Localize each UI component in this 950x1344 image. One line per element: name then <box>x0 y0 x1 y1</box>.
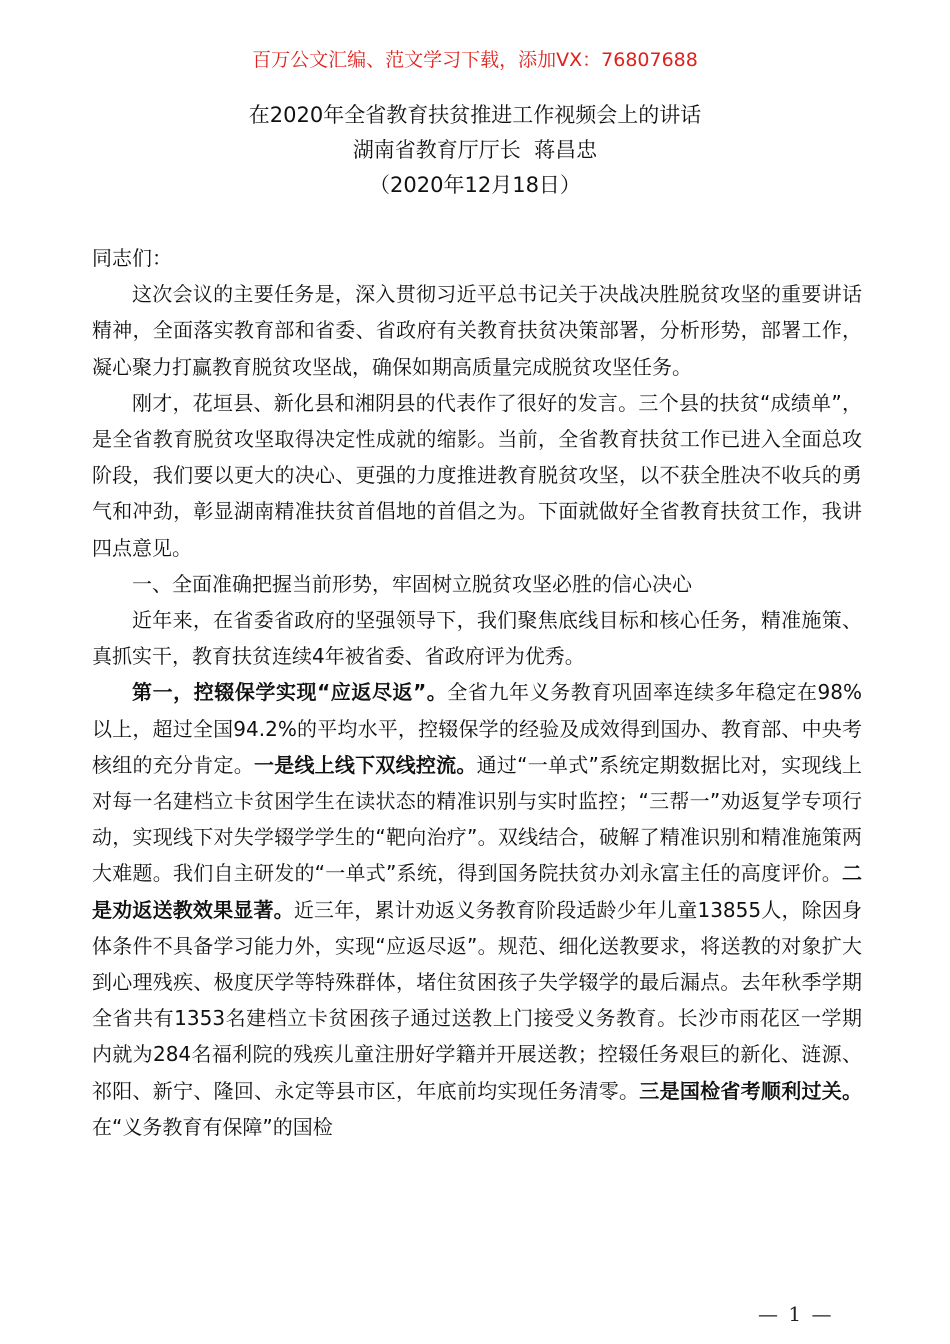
paragraph-4-text-2: 通过“一单式”系统定期数据比对，实现线上对每一名建档立卡贫困学生在读状态的精准识别与实时监控；“三帮一”劝返复学专项行动，实现线下对失学辍学学生的“靶向治疗”。双线结合，破解了精准识别和精准施策两大难题。我们自主研发的“一单式”系统，得到国务院扶贫办刘永富主任的高度评价。 <box>92 752 862 886</box>
document-header <box>0 98 950 203</box>
paragraph-1: 这次会议的主要任务是，深入贯彻习近平总书记关于决战决胜脱贫攻坚的重要讲话精神，全面落实教育部和省委、省政府有关教育扶贫决策部署，分析形势，部署工作，凝心聚力打赢教育脱贫攻坚战，确保如期高质量完成脱贫攻坚任务。 <box>92 282 862 379</box>
paragraph-4-text-1: 全省九年义务教育巩固率连续多年稳定在98%以上，超过全国94.2%的平均水平，控辍保学的经验及成效得到国办、教育部、中央考核组的充分肯定。 <box>92 680 863 777</box>
document-body <box>92 240 862 1145</box>
speech-date: （2020年12月18日） <box>369 173 581 197</box>
speech-title: 在2020年全省教育扶贫推进工作视频会上的讲话 <box>248 103 702 127</box>
paragraph-2: 刚才，花垣县、新化县和湘阴县的代表作了很好的发言。三个县的扶贫“成绩单”，是全省教育脱贫攻坚取得决定性成就的缩影。当前，全省教育扶贫工作已进入全面总攻阶段，我们要以更大的决心、更强的力度推进教育脱贫攻坚，以不获全胜决不收兵的勇气和冲劲，彰显湖南精准扶贫首倡地的首倡之为。下面就做好全省教育扶贫工作，我讲四点意见。 <box>92 390 862 560</box>
bold-lead-persuade-return: 二是劝返送教效果显著。 <box>92 861 862 922</box>
paragraph-3: 近年来，在省委省政府的坚强领导下，我们聚焦底线目标和核心任务，精准施策、真抓实干，教育扶贫连续4年被省委、省政府评为优秀。 <box>92 608 862 669</box>
bold-lead-online-offline: 一是线上线下双线控流。 <box>253 752 477 777</box>
bold-lead-inspection: 三是国检省考顺利过关。 <box>639 1078 862 1103</box>
paragraph-4 <box>92 674 862 1145</box>
bold-lead-first: 第一，控辍保学实现“应返尽返”。 <box>132 680 448 705</box>
page-number: — 1 — <box>758 1302 834 1326</box>
paragraph-4-text-4: 在“义务教育有保障”的国检 <box>92 1114 333 1139</box>
watermark-banner: 百万公文汇编、范文学习下载，添加VX：76807688 <box>252 49 698 71</box>
section-heading-1: 一、全面准确把握当前形势，牢固树立脱贫攻坚必胜的信心决心 <box>132 571 692 596</box>
salutation: 同志们： <box>92 246 172 270</box>
paragraph-4-text-3: 近三年，累计劝返义务教育阶段适龄少年儿童13855人，除因身体条件不具备学习能力外，实现“应返尽返”。规范、细化送教要求，将送教的对象扩大到心理残疾、极度厌学等特殊群体，堵住贫困孩子失学辍学的最后漏点。去年秋季学期全省共有1353名建档立卡贫困孩子通过送教上门接受义务教育。长沙市雨花区一学期内就为284名福利院的残疾儿童注册好学籍并开展送教；控辍任务艰巨的新化、涟源、祁阳、新宁、隆回、永定等县市区，年底前均实现任务清零。 <box>92 897 863 1103</box>
speaker-line: 湖南省教育厅厅长 蒋昌忠 <box>352 138 598 162</box>
